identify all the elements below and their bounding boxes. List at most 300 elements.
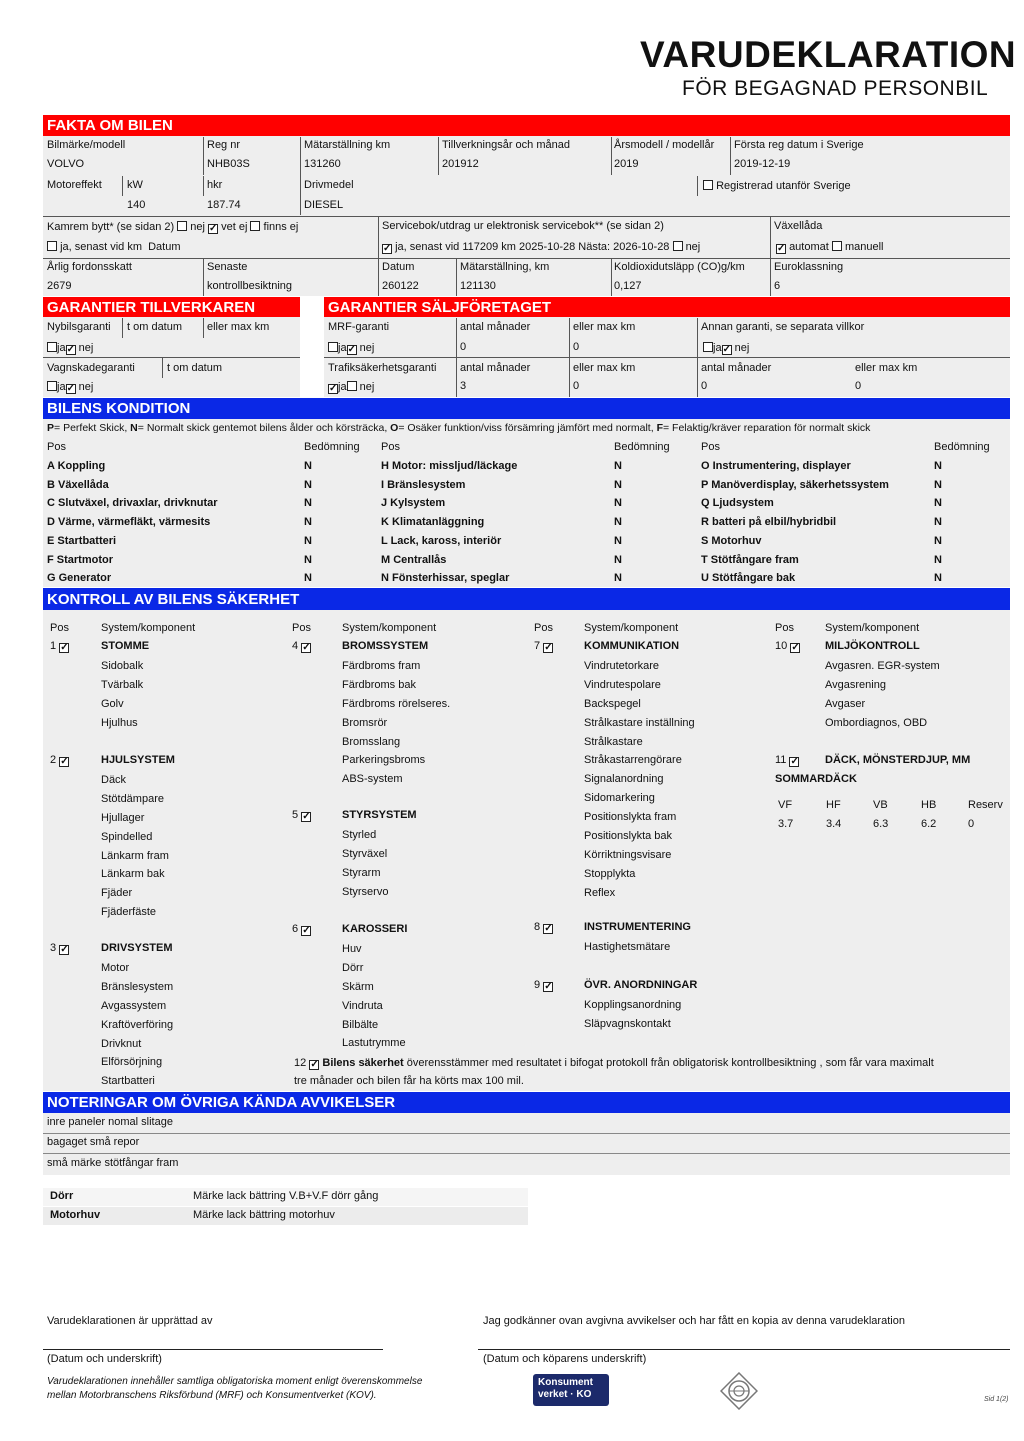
sakerhet-component: Vindrutetorkare	[584, 659, 660, 672]
sakerhet-component: Positionslykta bak	[584, 830, 673, 842]
section-header-fakta: FAKTA OM BILEN	[43, 115, 1010, 136]
sakerhet-component: Färdbroms bak	[342, 678, 416, 691]
sakerhet-component: Strålkastare inställning	[584, 716, 695, 729]
value-kw: 140	[127, 199, 146, 211]
sakerhet-component: Elförsörjning	[101, 1056, 163, 1069]
label-trafiksakerhetsgaranti: Trafiksäkerhetsgaranti	[328, 362, 437, 374]
legend-key-o: O	[390, 422, 399, 434]
checkbox-sakerhet-group[interactable]	[59, 643, 69, 653]
sakerhet-component: Avgaser	[825, 697, 866, 710]
sakerhet-group-num: 9	[534, 979, 541, 991]
kamrem-finns-ej-label: finns ej	[263, 221, 299, 233]
value-fordonsskatt: 2679	[47, 280, 72, 292]
label-vagnskadegaranti: Vagnskadegaranti	[47, 362, 135, 374]
kondition-item-label: J Kylsystem	[381, 497, 446, 510]
upprattad-av-label: Varudeklarationen är upprättad av	[47, 1315, 213, 1327]
sakerhet-component: Kraftöverföring	[101, 1018, 174, 1031]
sakerhet-group-title: KOMMUNIKATION	[584, 640, 680, 652]
sakerhet-component: Styrarm	[342, 866, 381, 879]
sakerhet-component: Färdbroms rörelseres.	[342, 697, 451, 710]
label-servicebok: Servicebok/utdrag ur elektronisk servicebok** (se sidan 2)	[382, 220, 664, 232]
sakerhet-system-header: System/komponent	[584, 622, 679, 634]
sakerhet-component: Ombordiagnos, OBD	[825, 716, 928, 729]
kondition-item-label: U Stötfångare bak	[701, 572, 796, 585]
checkbox-sakerhet-group[interactable]	[543, 982, 553, 992]
value-euroklass: 6	[774, 280, 781, 292]
sakerhet-component: Signalanordning	[584, 773, 664, 786]
kondition-item-label: F Startmotor	[47, 553, 113, 566]
sakerhet-component: Kopplingsanordning	[584, 998, 682, 1011]
vagnskada-nej-label: nej	[78, 381, 94, 393]
kondition-item-grade: N	[934, 478, 942, 491]
kondition-item-label: C Slutväxel, drivaxlar, drivknutar	[47, 497, 218, 510]
checkbox-annan-nej[interactable]	[722, 345, 732, 355]
vaxellada-row	[776, 241, 883, 254]
value-matarstallning: 131260	[304, 158, 341, 170]
tire-header-hb: HB	[921, 799, 937, 811]
kondition-item-label: G Generator	[47, 572, 112, 585]
sakerhet-group-num: 8	[534, 921, 541, 933]
checkbox-vagnskada-ja[interactable]	[47, 381, 57, 391]
kondition-item-label: Q Ljudsystem	[701, 497, 774, 510]
sakerhet-component: Huv	[342, 942, 362, 955]
sakerhet-component: Stopplykta	[584, 867, 636, 880]
checkbox-mrf-ja[interactable]	[328, 342, 338, 352]
value-annan-manader: 0	[701, 380, 708, 392]
kondition-item-label: M Centrallås	[381, 553, 447, 566]
automat-label: automat	[789, 241, 829, 253]
label-mrf-garanti: MRF-garanti	[328, 321, 390, 333]
sakerhet-component: Skärm	[342, 980, 374, 993]
kondition-item-grade: N	[304, 460, 312, 472]
label-regnr: Reg nr	[207, 139, 241, 151]
sakerhet-component: Styrservo	[342, 885, 389, 898]
sakerhet-component: Sidobalk	[101, 659, 144, 672]
sakerhet-component: Vindruta	[342, 999, 383, 1012]
manuell-label: manuell	[844, 241, 884, 253]
section-header-sakerhet: KONTROLL AV BILENS SÄKERHET	[43, 588, 1010, 610]
kondition-item-grade: N	[614, 534, 622, 547]
label-mrf-max-km: eller max km	[573, 321, 636, 333]
tire-value-hb: 6.2	[921, 818, 937, 830]
bilens-sakerhet-text-2: tre månader och bilen får ha körts max 100 mil.	[294, 1075, 524, 1087]
servicebok-nej-label: nej	[685, 241, 701, 253]
kondition-item-label: I Bränslesystem	[381, 478, 466, 491]
sakerhet-group-pos	[50, 641, 69, 653]
label-besiktning-km: Mätarställning, km	[460, 261, 550, 273]
sakerhet-group-pos	[50, 755, 69, 767]
value-bilmarke: VOLVO	[47, 158, 85, 170]
checkbox-annan-ja[interactable]	[703, 342, 713, 352]
kondition-pos-header: Pos	[381, 441, 400, 453]
legend-text-f: = Felaktig/kräver reparation för normalt skick	[662, 422, 871, 434]
checkbox-sakerhet-group[interactable]	[543, 924, 553, 934]
value-besiktning-datum: 260122	[382, 280, 419, 292]
kondition-item-grade: N	[304, 572, 312, 585]
sakerhet-component: Parkeringsbroms	[342, 754, 426, 767]
sakerhet-group-title: DÄCK, MÖNSTERDJUP, MM	[825, 754, 971, 766]
label-besiktning-datum: Datum	[382, 261, 415, 273]
sakerhet-component: Bilbälte	[342, 1018, 379, 1031]
trafik-ja-label: ja	[338, 381, 347, 393]
checkbox-mrf-nej[interactable]	[347, 345, 357, 355]
bilens-sakerhet-text-1: överensstämmer med resultatet i bifogat protokoll från obligatorisk kontrollbesiktning , som får vara maximalt	[403, 1057, 934, 1069]
sakerhet-component: Sidomarkering	[584, 792, 655, 805]
sakerhet-component: Strålkastare	[584, 735, 643, 748]
kondition-item-label: P Manöverdisplay, säkerhetssystem	[701, 478, 889, 491]
checkbox-kamrem-finns-ej[interactable]	[250, 221, 260, 231]
kondition-item-label: D Värme, värmefläkt, värmesits	[47, 516, 211, 529]
datum-kopare-label: (Datum och köparens underskrift)	[483, 1353, 647, 1365]
tire-value-reserv: 0	[968, 818, 975, 830]
sakerhet-component: Startbatteri	[101, 1075, 155, 1088]
checkbox-automat[interactable]	[776, 244, 786, 254]
label-kw: kW	[127, 179, 143, 191]
kondition-item-label: A Koppling	[47, 460, 106, 472]
checkbox-sakerhet-group[interactable]	[59, 945, 69, 955]
kondition-item-grade: N	[304, 478, 312, 491]
sakerhet-group-title: KAROSSERI	[342, 923, 408, 935]
noteringar-area	[43, 1113, 1010, 1175]
sakerhet-component: Hjulhus	[101, 716, 138, 729]
sommardack-label: SOMMARDÄCK	[775, 773, 857, 785]
label-trafik-max-km: eller max km	[573, 362, 636, 374]
kondition-bedomning-header: Bedömning	[934, 441, 990, 453]
kondition-item-grade: N	[304, 534, 312, 547]
label-hkr: hkr	[207, 179, 223, 191]
value-forsta-reg: 2019-12-19	[734, 158, 791, 170]
sakerhet-component: Hjullager	[101, 811, 145, 824]
checkbox-kamrem-vet-ej[interactable]	[208, 224, 218, 234]
sakerhet-group-pos	[775, 755, 799, 767]
sakerhet-group-title: STYRSYSTEM	[342, 809, 417, 821]
sakerhet-group-pos	[50, 943, 69, 955]
kondition-item-grade: N	[614, 460, 622, 472]
sakerhet-component: Stråkastarrengörare	[584, 754, 682, 767]
label-annan-garanti: Annan garanti, se separata villkor	[701, 321, 865, 333]
sakerhet-group-num: 6	[292, 923, 299, 935]
sakerhet-group-pos	[292, 810, 311, 822]
notering-part-1: Dörr	[50, 1190, 74, 1202]
legend-key-p: P	[47, 422, 55, 434]
kondition-item-label: E Startbatteri	[47, 534, 117, 547]
kamrem-ja-label: ja, senast vid km	[60, 241, 142, 253]
value-trafik-km: 0	[573, 380, 580, 392]
kondition-item-grade: N	[614, 516, 622, 529]
legend-key-n: N	[130, 422, 138, 434]
sakerhet-component: Lastutrymme	[342, 1037, 406, 1050]
signature-line-buyer[interactable]	[478, 1349, 1010, 1350]
legend-text-o: = Osäker funktion/viss försämring jämfört med normalt,	[398, 422, 657, 434]
kondition-item-grade: N	[934, 534, 942, 547]
sakerhet-group-title: BROMSSYSTEM	[342, 640, 429, 652]
label-euroklass: Euroklassning	[774, 261, 844, 273]
kamrem-nej-label: nej	[190, 221, 205, 233]
checkbox-sakerhet-group[interactable]	[789, 757, 799, 767]
trafik-janej	[328, 381, 374, 394]
checkbox-sakerhet-group[interactable]	[301, 926, 311, 936]
label-forsta-reg: Första reg datum i Sverige	[734, 139, 864, 151]
kondition-pos-header: Pos	[47, 441, 66, 453]
checkbox-sakerhet-group[interactable]	[301, 643, 311, 653]
sakerhet-component: Hastighetsmätare	[584, 940, 671, 953]
checkbox-sakerhet-group[interactable]	[59, 757, 69, 767]
sakerhet-component: Tvärbalk	[101, 678, 144, 691]
logo-line-2: verket · KO	[538, 1389, 592, 1400]
sakerhet-pos-header: Pos	[50, 622, 69, 634]
sakerhet-component: Färdbroms fram	[342, 659, 421, 672]
sakerhet-group-pos	[534, 641, 553, 653]
notering-line-3: små märke stötfångar fram	[47, 1157, 179, 1169]
tire-value-hf: 3.4	[826, 818, 842, 830]
sakerhet-group-title: STOMME	[101, 640, 150, 652]
kondition-item-label: N Fönsterhissar, speglar	[381, 572, 510, 585]
sakerhet-group-title: INSTRUMENTERING	[584, 921, 691, 933]
sakerhet-component: Släpvagnskontakt	[584, 1017, 671, 1030]
kondition-item-label: H Motor: missljud/läckage	[381, 460, 518, 472]
registrerad-label: Registrerad utanför Sverige	[716, 180, 851, 192]
sakerhet-component: Länkarm bak	[101, 868, 165, 881]
sakerhet-group-title: DRIVSYSTEM	[101, 942, 173, 954]
nybil-nej-label: nej	[78, 342, 94, 354]
label-bilmarke: Bilmärke/modell	[47, 139, 126, 151]
page-subtitle: FÖR BEGAGNAD PERSONBIL	[682, 77, 989, 100]
sakerhet-component: Motor	[101, 961, 130, 974]
sakerhet-component: Avgassystem	[101, 999, 167, 1012]
legend-text-n: = Normalt skick gentemot bilens ålder och körsträcka,	[137, 422, 391, 434]
value-koldioxid: 0,127	[614, 280, 642, 292]
checkbox-manuell[interactable]	[832, 241, 842, 251]
checkbox-sakerhet-group[interactable]	[543, 643, 553, 653]
kondition-item-label: R batteri på elbil/hybridbil	[701, 516, 837, 529]
sakerhet-component: Spindelled	[101, 830, 153, 843]
nybil-ja-label: ja	[57, 342, 66, 354]
kamrem-label: Kamrem bytt* (se sidan 2)	[47, 221, 175, 233]
checkbox-trafik-nej[interactable]	[347, 381, 357, 391]
label-motoreffekt: Motoreffekt	[47, 179, 102, 191]
value-trafik-manader: 3	[460, 380, 467, 392]
sakerhet-component: Avgasren. EGR-system	[825, 659, 940, 672]
kamrem-vet-ej-label: vet ej	[221, 221, 248, 233]
kondition-legend	[47, 423, 870, 434]
kondition-item-grade: N	[304, 516, 312, 529]
sakerhet-component: Reflex	[584, 886, 616, 899]
value-mrf-km: 0	[573, 341, 580, 353]
kondition-item-grade: N	[614, 497, 622, 510]
notering-part-2: Motorhuv	[50, 1209, 101, 1221]
mrf-nej-label: nej	[359, 342, 375, 354]
kamrem-datum-label: Datum	[148, 241, 181, 253]
label-tillverkningsar: Tillverkningsår och månad	[442, 139, 570, 151]
kondition-item-grade: N	[614, 572, 622, 585]
label-nybilsgaranti: Nybilsgaranti	[47, 321, 111, 333]
sakerhet-group-num: 2	[50, 754, 57, 766]
value-tillverkningsar: 201912	[442, 158, 479, 170]
value-besiktning-km: 121130	[460, 280, 496, 292]
label-arsmodell: Årsmodell / modellår	[614, 139, 715, 151]
kondition-item-grade: N	[614, 553, 622, 566]
notering-line-2: bagaget små repor	[47, 1136, 140, 1148]
notering-line-1: inre paneler nomal slitage	[47, 1116, 173, 1128]
annan-ja-label: ja	[713, 342, 722, 354]
sakerhet-group-num: 7	[534, 640, 541, 652]
tire-header-vf: VF	[778, 799, 793, 811]
kamrem-row	[47, 221, 298, 234]
kondition-item-label: T Stötfångare fram	[701, 553, 799, 566]
value-arsmodell: 2019	[614, 158, 639, 170]
checkbox-sakerhet-group[interactable]	[790, 643, 800, 653]
sakerhet-group-num: 3	[50, 942, 57, 954]
checkbox-nybil-ja[interactable]	[47, 342, 57, 352]
sakerhet-component: Styrled	[342, 828, 377, 841]
annan-janej	[703, 342, 749, 355]
sakerhet-component: Fjäderfäste	[101, 906, 157, 919]
tire-header-hf: HF	[826, 799, 841, 811]
pos-12: 12	[294, 1057, 307, 1069]
section-header-garanti-tillverkaren: GARANTIER TILLVERKAREN	[43, 297, 300, 317]
kondition-item-grade: N	[304, 553, 312, 566]
checkbox-servicebok-nej[interactable]	[673, 241, 683, 251]
checkbox-registrerad[interactable]	[703, 180, 713, 190]
nybil-janej	[47, 342, 93, 355]
servicebok-value: ja, senast vid 117209 km 2025-10-28 Nästa: 2026-10-28	[395, 241, 670, 253]
sakerhet-group-title: MILJÖKONTROLL	[825, 640, 920, 652]
checkbox-vagnskada-nej[interactable]	[66, 384, 76, 394]
label-nybil-tom-datum: t om datum	[127, 321, 183, 333]
sakerhet-component: Drivknut	[101, 1037, 142, 1050]
label-annan-manader: antal månader	[701, 362, 772, 374]
tire-header-vb: VB	[873, 799, 888, 811]
page-number: Sid 1(2)	[984, 1396, 1009, 1403]
notering-text-1: Märke lack bättring V.B+V.F dörr gång	[193, 1190, 379, 1202]
label-fordonsskatt: Årlig fordonsskatt	[47, 261, 132, 273]
checkbox-servicebok-ja[interactable]	[382, 244, 392, 254]
legend-key-f: F	[656, 422, 663, 434]
disclaimer-line-1: Varudeklarationen innehåller samtliga obligatoriska moment enligt överenskommelse	[47, 1376, 423, 1387]
sakerhet-component: Golv	[101, 697, 124, 710]
registrerad-utanfor	[703, 180, 851, 192]
checkbox-kamrem-nej[interactable]	[177, 221, 187, 231]
sakerhet-component: Dörr	[342, 961, 364, 974]
tire-value-vf: 3.7	[778, 818, 794, 830]
checkbox-trafik-ja[interactable]	[328, 384, 338, 394]
sakerhet-component: Positionslykta fram	[584, 811, 677, 824]
godkanner-label: Jag godkänner ovan avgivna avvikelser och har fått en kopia av denna varudeklaration	[483, 1315, 905, 1327]
page-title: VARUDEKLARATION	[640, 34, 1017, 75]
sakerhet-component: Bränslesystem	[101, 980, 174, 993]
sakerhet-system-header: System/komponent	[342, 622, 437, 634]
section-header-noteringar: NOTERINGAR OM ÖVRIGA KÄNDA AVVIKELSER	[43, 1092, 1010, 1113]
mrf-seal-icon	[720, 1372, 758, 1410]
mrf-janej	[328, 342, 374, 355]
sakerhet-group-pos	[534, 922, 553, 934]
value-mrf-manader: 0	[460, 341, 467, 353]
sakerhet-component: Fjäder	[101, 887, 133, 900]
label-vagnskada-tom-datum: t om datum	[167, 362, 223, 374]
value-hkr: 187.74	[207, 199, 241, 211]
kondition-item-label: O Instrumentering, displayer	[701, 460, 851, 472]
tire-value-vb: 6.3	[873, 818, 889, 830]
bilens-sakerhet-label: Bilens säkerhet	[322, 1057, 404, 1069]
annan-nej-label: nej	[734, 342, 750, 354]
label-annan-max-km: eller max km	[855, 362, 918, 374]
disclaimer-line-2: mellan Motorbranschens Riksförbund (MRF) och Konsumentverket (KOV).	[47, 1390, 377, 1401]
kondition-pos-header: Pos	[701, 441, 720, 453]
sakerhet-group-num: 11	[775, 754, 787, 766]
checkbox-sakerhet-group[interactable]	[301, 812, 311, 822]
kondition-item-grade: N	[934, 553, 942, 566]
label-vaxellada: Växellåda	[774, 220, 823, 232]
sakerhet-group-num: 4	[292, 640, 299, 652]
sakerhet-component: Avgasrening	[825, 678, 886, 691]
kondition-item-label: B Växellåda	[47, 478, 109, 491]
kamrem-ja-row	[47, 241, 181, 253]
bilens-sakerhet-statement	[294, 1058, 934, 1070]
sakerhet-group-num: 1	[50, 640, 57, 652]
sakerhet-system-header: System/komponent	[101, 622, 196, 634]
kondition-item-grade: N	[614, 478, 622, 491]
vagnskada-janej	[47, 381, 93, 394]
sakerhet-group-num: 5	[292, 809, 299, 821]
kondition-bedomning-header: Bedömning	[614, 441, 670, 453]
kondition-item-label: S Motorhuv	[701, 534, 762, 547]
label-drivmedel: Drivmedel	[304, 179, 354, 191]
konsumentverket-logo	[533, 1374, 609, 1406]
value-annan-km: 0	[855, 380, 862, 392]
datum-underskrift-label: (Datum och underskrift)	[47, 1353, 162, 1365]
kondition-item-grade: N	[934, 572, 942, 585]
value-regnr: NHB03S	[207, 158, 250, 170]
kondition-item-grade: N	[304, 497, 312, 510]
checkbox-nybil-nej[interactable]	[66, 345, 76, 355]
legend-text-p: = Perfekt Skick,	[54, 422, 131, 434]
sakerhet-component: Vindrutespolare	[584, 678, 661, 691]
sakerhet-component: Körriktningsvisare	[584, 848, 672, 861]
label-koldioxid: Koldioxidutsläpp (CO)g/km	[614, 261, 745, 273]
servicebok-row	[382, 241, 700, 254]
sakerhet-group-pos	[292, 924, 311, 936]
section-header-garanti-salj: GARANTIER SÄLJFÖRETAGET	[324, 297, 1010, 317]
checkbox-pos-12[interactable]	[309, 1060, 319, 1070]
label-senaste: Senaste	[207, 261, 248, 273]
sakerhet-component: Styrväxel	[342, 847, 388, 860]
label-trafik-manader: antal månader	[460, 362, 531, 374]
notering-text-2: Märke lack bättring motorhuv	[193, 1209, 335, 1221]
sakerhet-group-pos	[775, 641, 800, 653]
sakerhet-system-header: System/komponent	[825, 622, 920, 634]
sakerhet-pos-header: Pos	[292, 622, 311, 634]
label-mrf-manader: antal månader	[460, 321, 531, 333]
sakerhet-component: Länkarm fram	[101, 849, 169, 862]
sakerhet-group-title: HJULSYSTEM	[101, 754, 175, 766]
sakerhet-group-pos	[534, 980, 553, 992]
value-kontrollbesiktning: kontrollbesiktning	[207, 280, 292, 292]
kondition-item-grade: N	[934, 460, 942, 472]
kondition-item-grade: N	[934, 497, 942, 510]
sakerhet-group-title: ÖVR. ANORDNINGAR	[584, 979, 698, 991]
sakerhet-component: Bromsslang	[342, 735, 401, 748]
sakerhet-group-num: 10	[775, 640, 788, 652]
checkbox-kamrem-ja[interactable]	[47, 241, 57, 251]
vagnskada-ja-label: ja	[57, 381, 66, 393]
sakerhet-pos-header: Pos	[534, 622, 553, 634]
kondition-item-grade: N	[934, 516, 942, 529]
value-drivmedel: DIESEL	[304, 199, 344, 211]
mrf-ja-label: ja	[338, 342, 347, 354]
sakerhet-component: Stötdämpare	[101, 792, 164, 805]
label-matarstallning: Mätarställning km	[304, 139, 391, 151]
signature-line-seller[interactable]	[43, 1349, 383, 1350]
